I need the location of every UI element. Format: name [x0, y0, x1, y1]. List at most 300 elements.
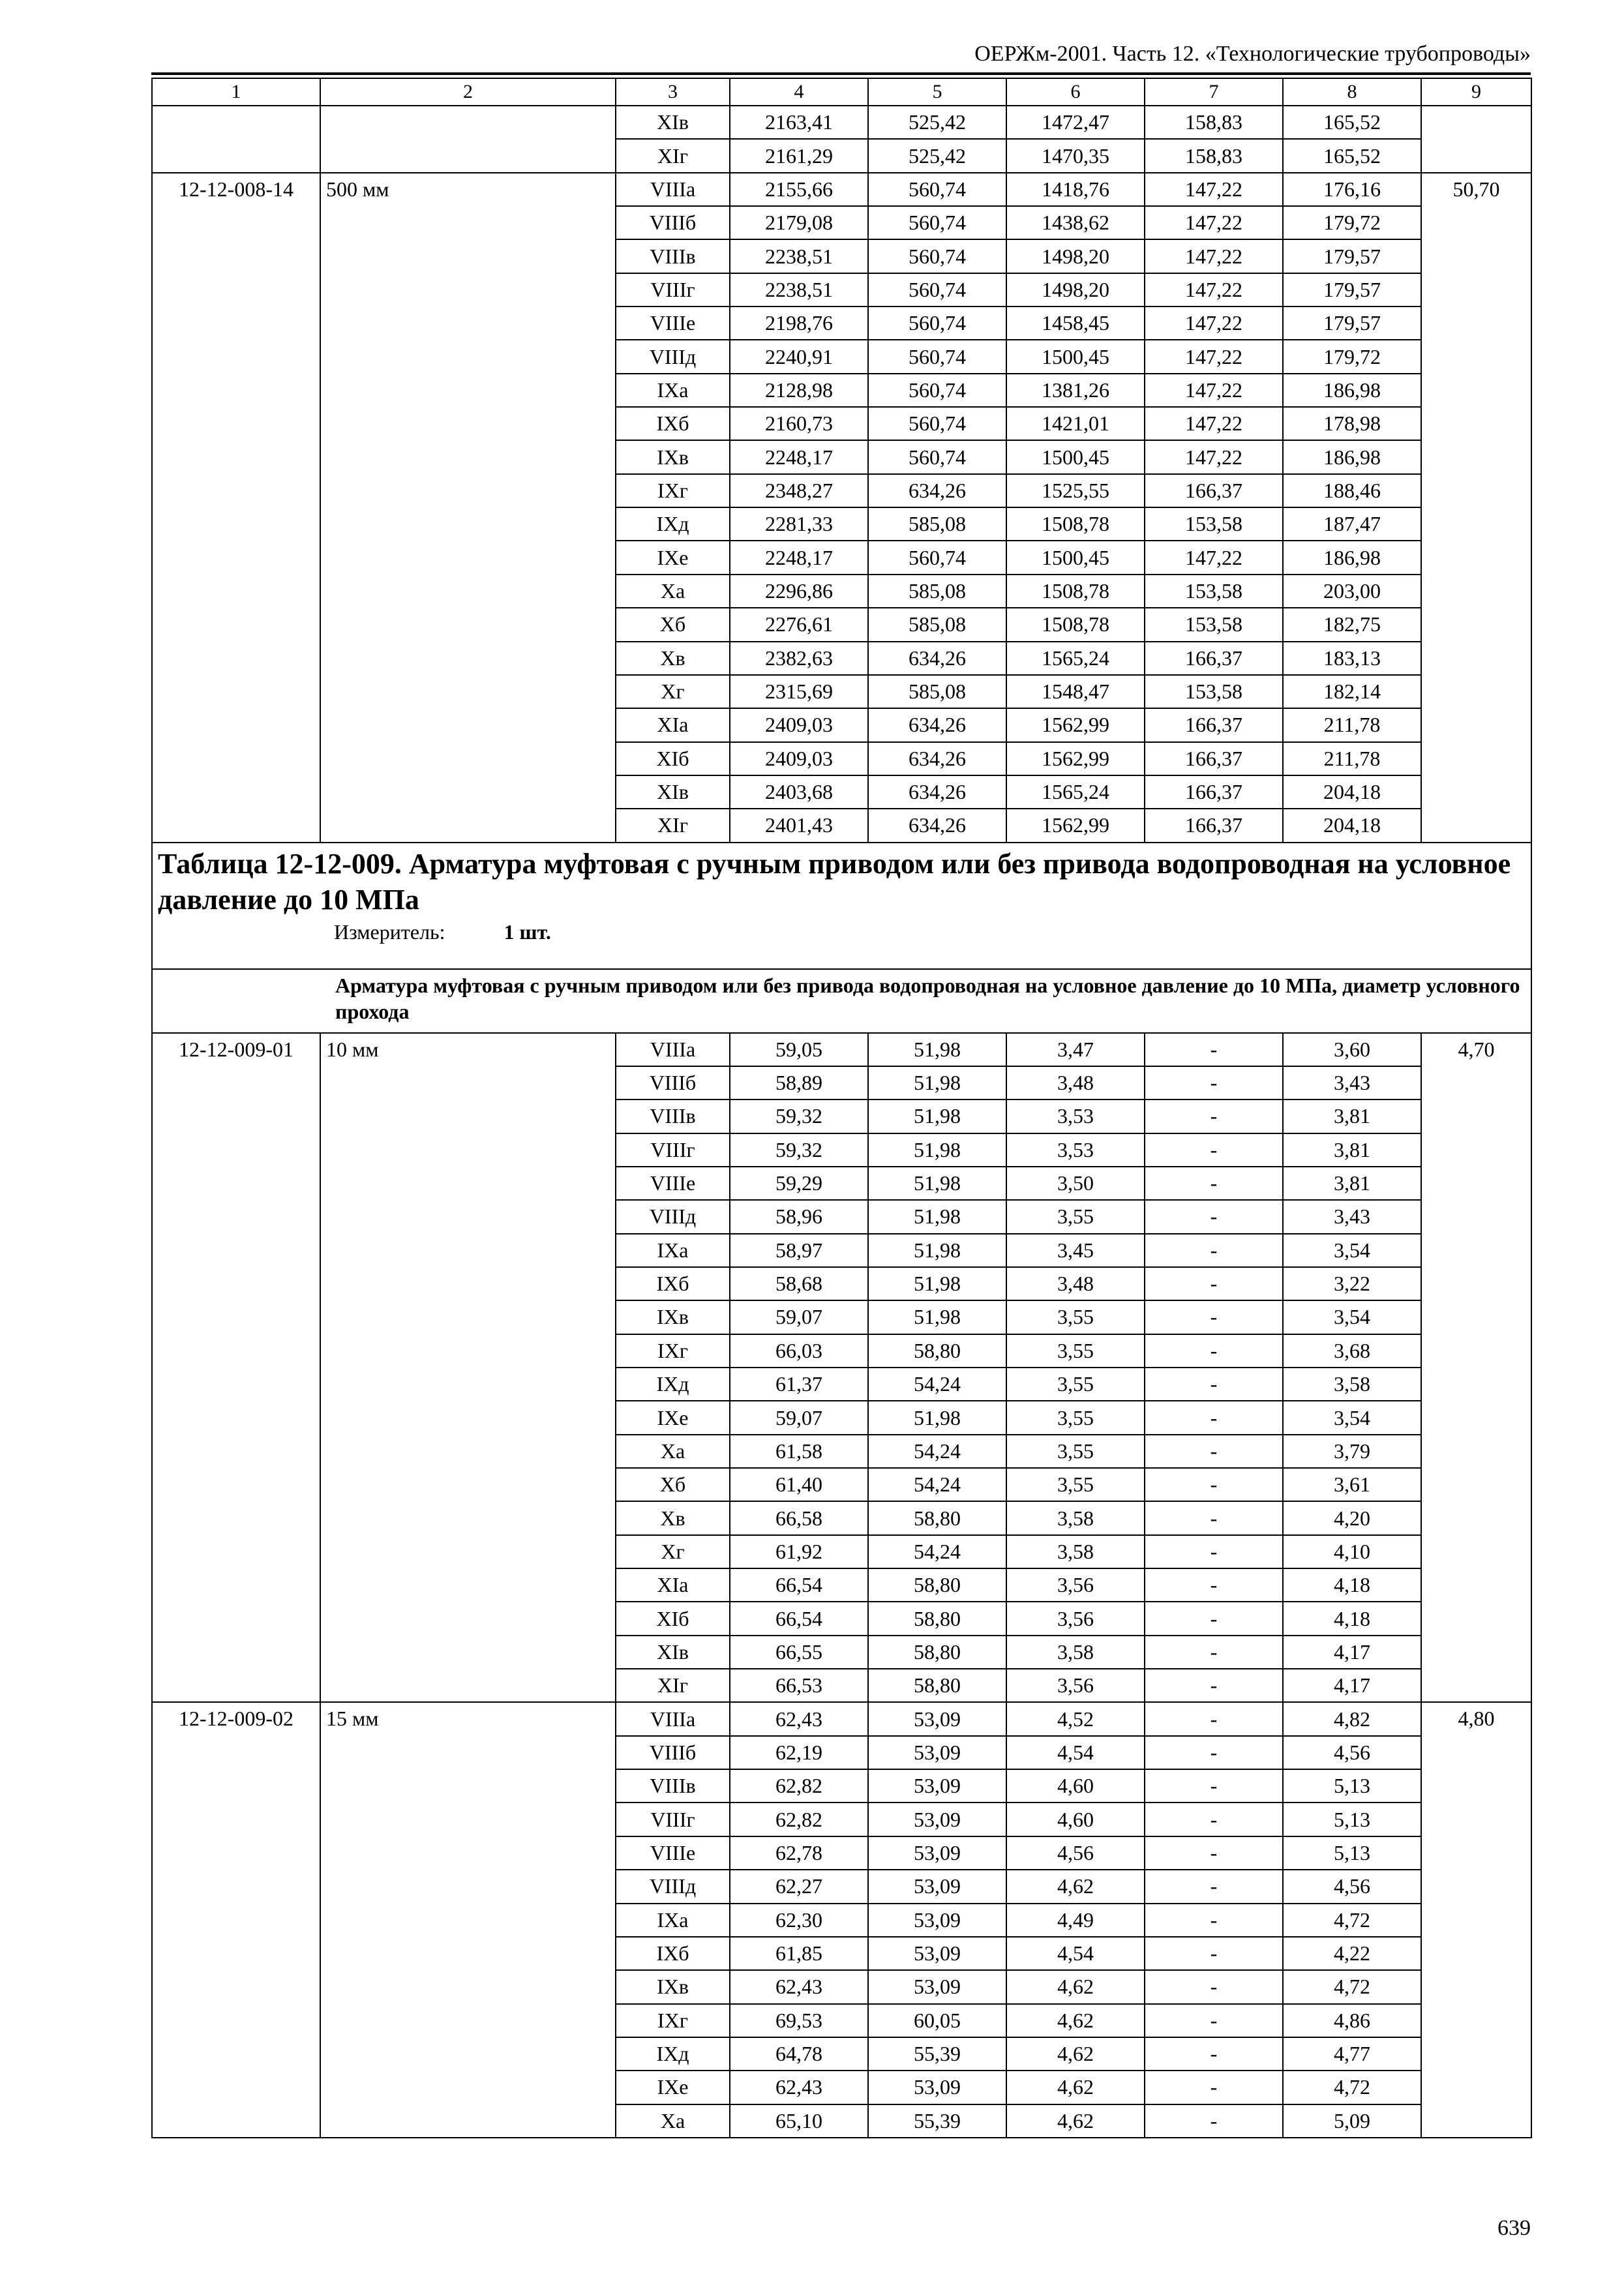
value-cell: VIIIг	[616, 273, 730, 307]
page-number: 639	[1497, 2216, 1531, 2240]
value-cell: -	[1145, 1803, 1283, 1836]
value-cell: 1508,78	[1006, 575, 1145, 608]
value-cell: 3,55	[1006, 1200, 1145, 1233]
value-cell: 3,58	[1006, 1636, 1145, 1669]
value-cell: -	[1145, 2037, 1283, 2071]
subheading-row	[152, 969, 1531, 1033]
value-cell: 2128,98	[730, 374, 868, 407]
value-cell: 525,42	[868, 106, 1006, 139]
value-cell: -	[1145, 1636, 1283, 1669]
value-cell: -	[1145, 1736, 1283, 1769]
column-header: 7	[1145, 78, 1283, 106]
value-cell: 3,53	[1006, 1133, 1145, 1167]
value-cell: 2161,29	[730, 139, 868, 172]
value-cell: 3,54	[1283, 1401, 1421, 1434]
value-cell: 560,74	[868, 307, 1006, 340]
value-cell: 4,49	[1006, 1904, 1145, 1937]
value-cell: 59,29	[730, 1167, 868, 1200]
value-cell: 4,62	[1006, 2071, 1145, 2104]
value-cell: 51,98	[868, 1300, 1006, 1334]
value-cell: 4,10	[1283, 1535, 1421, 1568]
value-cell: 585,08	[868, 608, 1006, 641]
value-cell: 2160,73	[730, 407, 868, 440]
value-cell: -	[1145, 1267, 1283, 1300]
value-cell: 4,62	[1006, 1970, 1145, 2003]
value-cell: 179,57	[1283, 307, 1421, 340]
value-cell: 61,40	[730, 1468, 868, 1501]
value-cell: IXг	[616, 1334, 730, 1368]
value-cell: 153,58	[1145, 575, 1283, 608]
value-cell: 211,78	[1283, 742, 1421, 775]
value-cell: 66,54	[730, 1602, 868, 1635]
value-cell: 2248,17	[730, 440, 868, 473]
value-cell: 3,45	[1006, 1234, 1145, 1267]
value-cell: 4,62	[1006, 2104, 1145, 2138]
value-cell: 560,74	[868, 273, 1006, 307]
value-cell: 147,22	[1145, 440, 1283, 473]
value-cell: 2348,27	[730, 474, 868, 507]
value-cell: 2198,76	[730, 307, 868, 340]
table-row	[152, 106, 1531, 139]
value-cell: -	[1145, 1435, 1283, 1468]
value-cell: 58,68	[730, 1267, 868, 1300]
value-cell: 62,43	[730, 1702, 868, 1735]
value-cell: 58,80	[868, 1636, 1006, 1669]
value-cell: XIв	[616, 1636, 730, 1669]
value-cell: XIг	[616, 139, 730, 172]
value-cell: 3,50	[1006, 1167, 1145, 1200]
value-cell: 4,56	[1283, 1736, 1421, 1769]
value-cell: 3,43	[1283, 1066, 1421, 1100]
value-cell: 560,74	[868, 407, 1006, 440]
value-cell: 4,62	[1006, 2037, 1145, 2071]
value-cell: 3,54	[1283, 1300, 1421, 1334]
value-cell: XIг	[616, 1669, 730, 1702]
value-cell: 178,98	[1283, 407, 1421, 440]
value-cell: 2276,61	[730, 608, 868, 641]
value-cell: 2248,17	[730, 541, 868, 574]
value-cell: -	[1145, 1401, 1283, 1434]
value-cell: -	[1145, 1200, 1283, 1233]
value-cell: 4,52	[1006, 1702, 1145, 1735]
value-cell: 55,39	[868, 2104, 1006, 2138]
value-cell: 147,22	[1145, 307, 1283, 340]
value-cell: XIа	[616, 708, 730, 741]
value-cell: 179,57	[1283, 273, 1421, 307]
value-cell: 3,54	[1283, 1234, 1421, 1267]
column-header: 9	[1421, 78, 1531, 106]
value-cell: Xб	[616, 608, 730, 641]
value-cell: 147,22	[1145, 541, 1283, 574]
value-cell: -	[1145, 1167, 1283, 1200]
value-cell: 2163,41	[730, 106, 868, 139]
value-cell: XIв	[616, 775, 730, 809]
value-cell: 158,83	[1145, 106, 1283, 139]
value-cell: 4,56	[1006, 1836, 1145, 1870]
value-cell: 53,09	[868, 1970, 1006, 2003]
value-cell: 186,98	[1283, 541, 1421, 574]
value-cell: 3,60	[1283, 1033, 1421, 1066]
column-header: 8	[1283, 78, 1421, 106]
value-cell: 4,86	[1283, 2004, 1421, 2037]
col9-cell: 4,80	[1421, 1702, 1531, 2137]
name-cell	[320, 106, 616, 173]
value-cell: 1562,99	[1006, 742, 1145, 775]
table-row	[152, 1702, 1531, 1735]
code-cell	[152, 106, 320, 173]
value-cell: 4,77	[1283, 2037, 1421, 2071]
value-cell: -	[1145, 1535, 1283, 1568]
value-cell: 4,17	[1283, 1669, 1421, 1702]
value-cell: 51,98	[868, 1167, 1006, 1200]
value-cell: 147,22	[1145, 239, 1283, 273]
value-cell: 4,62	[1006, 2004, 1145, 2037]
col9-cell: 50,70	[1421, 173, 1531, 843]
value-cell: VIIIв	[616, 1769, 730, 1803]
value-cell: 204,18	[1283, 809, 1421, 842]
value-cell: VIIIв	[616, 1100, 730, 1133]
value-cell: 634,26	[868, 809, 1006, 842]
value-cell: VIIIб	[616, 1066, 730, 1100]
value-cell: 51,98	[868, 1267, 1006, 1300]
value-cell: 634,26	[868, 775, 1006, 809]
value-cell: 4,60	[1006, 1803, 1145, 1836]
value-cell: -	[1145, 1568, 1283, 1602]
value-cell: 58,96	[730, 1200, 868, 1233]
value-cell: 54,24	[868, 1535, 1006, 1568]
value-cell: 2238,51	[730, 239, 868, 273]
value-cell: VIIIе	[616, 1167, 730, 1200]
column-header: 2	[320, 78, 616, 106]
value-cell: -	[1145, 1970, 1283, 2003]
value-cell: 1508,78	[1006, 608, 1145, 641]
value-cell: 4,17	[1283, 1636, 1421, 1669]
value-cell: 66,58	[730, 1501, 868, 1534]
value-cell: 5,13	[1283, 1769, 1421, 1803]
value-cell: -	[1145, 1033, 1283, 1066]
value-cell: 3,68	[1283, 1334, 1421, 1368]
value-cell: VIIIв	[616, 239, 730, 273]
value-cell: 1470,35	[1006, 139, 1145, 172]
value-cell: IXг	[616, 474, 730, 507]
value-cell: Xг	[616, 1535, 730, 1568]
value-cell: 4,62	[1006, 1870, 1145, 1903]
value-cell: -	[1145, 1133, 1283, 1167]
value-cell: 53,09	[868, 1836, 1006, 1870]
value-cell: 66,03	[730, 1334, 868, 1368]
value-cell: IXд	[616, 1368, 730, 1401]
value-cell: Xг	[616, 675, 730, 708]
value-cell: IXе	[616, 1401, 730, 1434]
value-cell: 62,82	[730, 1803, 868, 1836]
value-cell: IXб	[616, 407, 730, 440]
value-cell: 66,53	[730, 1669, 868, 1702]
value-cell: 153,58	[1145, 507, 1283, 541]
value-cell: 147,22	[1145, 206, 1283, 239]
value-cell: VIIIе	[616, 307, 730, 340]
value-cell: Xа	[616, 2104, 730, 2138]
section-title: Таблица 12-12-009. Арматура муфтовая с ручным приводом или без привода водопроводная на условное давление до 10 МПа	[158, 847, 1511, 916]
name-cell: 500 мм	[320, 173, 616, 843]
value-cell: 54,24	[868, 1368, 1006, 1401]
value-cell: 585,08	[868, 675, 1006, 708]
value-cell: 165,52	[1283, 139, 1421, 172]
value-cell: 2240,91	[730, 340, 868, 373]
value-cell: VIIIе	[616, 1836, 730, 1870]
value-cell: 1421,01	[1006, 407, 1145, 440]
value-cell: 4,72	[1283, 1904, 1421, 1937]
value-cell: -	[1145, 2071, 1283, 2104]
value-cell: 3,58	[1283, 1368, 1421, 1401]
value-cell: VIIIа	[616, 1702, 730, 1735]
value-cell: 1500,45	[1006, 541, 1145, 574]
value-cell: -	[1145, 1602, 1283, 1635]
value-cell: 3,48	[1006, 1267, 1145, 1300]
value-cell: 560,74	[868, 541, 1006, 574]
value-cell: 1565,24	[1006, 642, 1145, 675]
value-cell: 58,80	[868, 1568, 1006, 1602]
section-title-row	[152, 843, 1531, 969]
code-cell: 12-12-009-01	[152, 1033, 320, 1703]
value-cell: 66,55	[730, 1636, 868, 1669]
value-cell: 3,58	[1006, 1535, 1145, 1568]
value-cell: 3,55	[1006, 1334, 1145, 1368]
value-cell: 183,13	[1283, 642, 1421, 675]
value-cell: 4,54	[1006, 1937, 1145, 1970]
value-cell: -	[1145, 1904, 1283, 1937]
value-cell: 58,80	[868, 1501, 1006, 1534]
value-cell: VIIIа	[616, 1033, 730, 1066]
measure-line	[158, 918, 1526, 946]
value-cell: 2409,03	[730, 708, 868, 741]
value-cell: 53,09	[868, 2071, 1006, 2104]
value-cell: 61,37	[730, 1368, 868, 1401]
value-cell: 2401,43	[730, 809, 868, 842]
code-cell: 12-12-008-14	[152, 173, 320, 843]
value-cell: VIIIб	[616, 1736, 730, 1769]
value-cell: 62,30	[730, 1904, 868, 1937]
value-cell: 53,09	[868, 1769, 1006, 1803]
value-cell: 525,42	[868, 139, 1006, 172]
value-cell: XIб	[616, 1602, 730, 1635]
value-cell: 53,09	[868, 1937, 1006, 1970]
value-cell: 179,72	[1283, 206, 1421, 239]
value-cell: 3,56	[1006, 1568, 1145, 1602]
value-cell: -	[1145, 1468, 1283, 1501]
column-header-row	[152, 78, 1531, 106]
value-cell: 4,72	[1283, 1970, 1421, 2003]
value-cell: 1508,78	[1006, 507, 1145, 541]
value-cell: 4,18	[1283, 1602, 1421, 1635]
value-cell: 4,18	[1283, 1568, 1421, 1602]
value-cell: 61,58	[730, 1435, 868, 1468]
value-cell: 4,82	[1283, 1702, 1421, 1735]
value-cell: 2238,51	[730, 273, 868, 307]
column-header: 6	[1006, 78, 1145, 106]
value-cell: 3,55	[1006, 1300, 1145, 1334]
value-cell: 2281,33	[730, 507, 868, 541]
value-cell: 1548,47	[1006, 675, 1145, 708]
value-cell: 53,09	[868, 1702, 1006, 1735]
value-cell: 59,07	[730, 1401, 868, 1434]
value-cell: 1381,26	[1006, 374, 1145, 407]
value-cell: 51,98	[868, 1401, 1006, 1434]
value-cell: 1500,45	[1006, 440, 1145, 473]
value-cell: 585,08	[868, 507, 1006, 541]
value-cell: 58,80	[868, 1669, 1006, 1702]
value-cell: 166,37	[1145, 775, 1283, 809]
value-cell: 3,61	[1283, 1468, 1421, 1501]
value-cell: 53,09	[868, 1904, 1006, 1937]
section-title-cell	[152, 843, 1531, 969]
value-cell: Xа	[616, 575, 730, 608]
value-cell: 188,46	[1283, 474, 1421, 507]
value-cell: 3,55	[1006, 1435, 1145, 1468]
value-cell: 166,37	[1145, 742, 1283, 775]
value-cell: IXг	[616, 2004, 730, 2037]
value-cell: IXб	[616, 1267, 730, 1300]
value-cell: 4,22	[1283, 1937, 1421, 1970]
value-cell: 3,81	[1283, 1167, 1421, 1200]
value-cell: 147,22	[1145, 340, 1283, 373]
value-cell: 53,09	[868, 1736, 1006, 1769]
value-cell: 3,81	[1283, 1133, 1421, 1167]
value-cell: 165,52	[1283, 106, 1421, 139]
code-cell: 12-12-009-02	[152, 1702, 320, 2137]
value-cell: 2296,86	[730, 575, 868, 608]
value-cell: 634,26	[868, 742, 1006, 775]
column-header: 1	[152, 78, 320, 106]
value-cell: 58,97	[730, 1234, 868, 1267]
col9-cell: 4,70	[1421, 1033, 1531, 1703]
value-cell: 166,37	[1145, 809, 1283, 842]
value-cell: 2409,03	[730, 742, 868, 775]
value-cell: 66,54	[730, 1568, 868, 1602]
header-rule	[151, 72, 1531, 75]
value-cell: -	[1145, 1300, 1283, 1334]
value-cell: 59,07	[730, 1300, 868, 1334]
value-cell: 62,19	[730, 1736, 868, 1769]
value-cell: 3,47	[1006, 1033, 1145, 1066]
value-cell: -	[1145, 2104, 1283, 2138]
value-cell: 4,20	[1283, 1501, 1421, 1534]
value-cell: 158,83	[1145, 139, 1283, 172]
value-cell: 4,72	[1283, 2071, 1421, 2104]
value-cell: VIIIд	[616, 340, 730, 373]
value-cell: 54,24	[868, 1435, 1006, 1468]
value-cell: VIIIд	[616, 1200, 730, 1233]
value-cell: 4,54	[1006, 1736, 1145, 1769]
value-cell: XIв	[616, 106, 730, 139]
value-cell: 153,58	[1145, 608, 1283, 641]
value-cell: 3,48	[1006, 1066, 1145, 1100]
value-cell: 3,53	[1006, 1100, 1145, 1133]
value-cell: 3,22	[1283, 1267, 1421, 1300]
value-cell: 166,37	[1145, 474, 1283, 507]
value-cell: IXе	[616, 2071, 730, 2104]
value-cell: -	[1145, 1501, 1283, 1534]
value-cell: -	[1145, 1066, 1283, 1100]
value-cell: 153,58	[1145, 675, 1283, 708]
value-cell: 3,56	[1006, 1602, 1145, 1635]
price-table	[151, 78, 1532, 2138]
value-cell: IXе	[616, 541, 730, 574]
col9-cell	[1421, 106, 1531, 173]
value-cell: -	[1145, 1234, 1283, 1267]
value-cell: 59,32	[730, 1100, 868, 1133]
value-cell: 634,26	[868, 708, 1006, 741]
value-cell: 5,09	[1283, 2104, 1421, 2138]
column-header: 3	[616, 78, 730, 106]
value-cell: 182,14	[1283, 675, 1421, 708]
value-cell: Xб	[616, 1468, 730, 1501]
value-cell: 59,32	[730, 1133, 868, 1167]
value-cell: 1525,55	[1006, 474, 1145, 507]
value-cell: 147,22	[1145, 374, 1283, 407]
value-cell: 51,98	[868, 1200, 1006, 1233]
value-cell: IXа	[616, 1904, 730, 1937]
value-cell: 5,13	[1283, 1803, 1421, 1836]
column-header: 4	[730, 78, 868, 106]
value-cell: IXв	[616, 440, 730, 473]
value-cell: 1472,47	[1006, 106, 1145, 139]
value-cell: XIа	[616, 1568, 730, 1602]
value-cell: 560,74	[868, 374, 1006, 407]
value-cell: 58,89	[730, 1066, 868, 1100]
value-cell: 1562,99	[1006, 708, 1145, 741]
value-cell: 166,37	[1145, 708, 1283, 741]
value-cell: 51,98	[868, 1100, 1006, 1133]
value-cell: 53,09	[868, 1870, 1006, 1903]
value-cell: 2382,63	[730, 642, 868, 675]
value-cell: 61,85	[730, 1937, 868, 1970]
value-cell: 3,58	[1006, 1501, 1145, 1534]
value-cell: -	[1145, 2004, 1283, 2037]
value-cell: 560,74	[868, 173, 1006, 206]
value-cell: 187,47	[1283, 507, 1421, 541]
table-row	[152, 1033, 1531, 1066]
value-cell: IXб	[616, 1937, 730, 1970]
value-cell: 3,55	[1006, 1368, 1145, 1401]
value-cell: 186,98	[1283, 440, 1421, 473]
value-cell: 62,82	[730, 1769, 868, 1803]
value-cell: 176,16	[1283, 173, 1421, 206]
value-cell: 147,22	[1145, 173, 1283, 206]
value-cell: 53,09	[868, 1803, 1006, 1836]
value-cell: 1438,62	[1006, 206, 1145, 239]
running-header: ОЕРЖм-2001. Часть 12. «Технологические трубопроводы»	[974, 42, 1531, 66]
column-header: 5	[868, 78, 1006, 106]
value-cell: 5,13	[1283, 1836, 1421, 1870]
value-cell: IXа	[616, 1234, 730, 1267]
value-cell: 1498,20	[1006, 239, 1145, 273]
value-cell: 166,37	[1145, 642, 1283, 675]
value-cell: IXд	[616, 507, 730, 541]
value-cell: 2403,68	[730, 775, 868, 809]
value-cell: 1562,99	[1006, 809, 1145, 842]
value-cell: 634,26	[868, 474, 1006, 507]
measure-value: 1 шт.	[504, 920, 551, 944]
value-cell: 3,56	[1006, 1669, 1145, 1702]
value-cell: 585,08	[868, 575, 1006, 608]
value-cell: 179,72	[1283, 340, 1421, 373]
value-cell: 65,10	[730, 2104, 868, 2138]
value-cell: 62,43	[730, 2071, 868, 2104]
value-cell: 211,78	[1283, 708, 1421, 741]
value-cell: 62,78	[730, 1836, 868, 1870]
value-cell: IXв	[616, 1970, 730, 2003]
value-cell: 634,26	[868, 642, 1006, 675]
